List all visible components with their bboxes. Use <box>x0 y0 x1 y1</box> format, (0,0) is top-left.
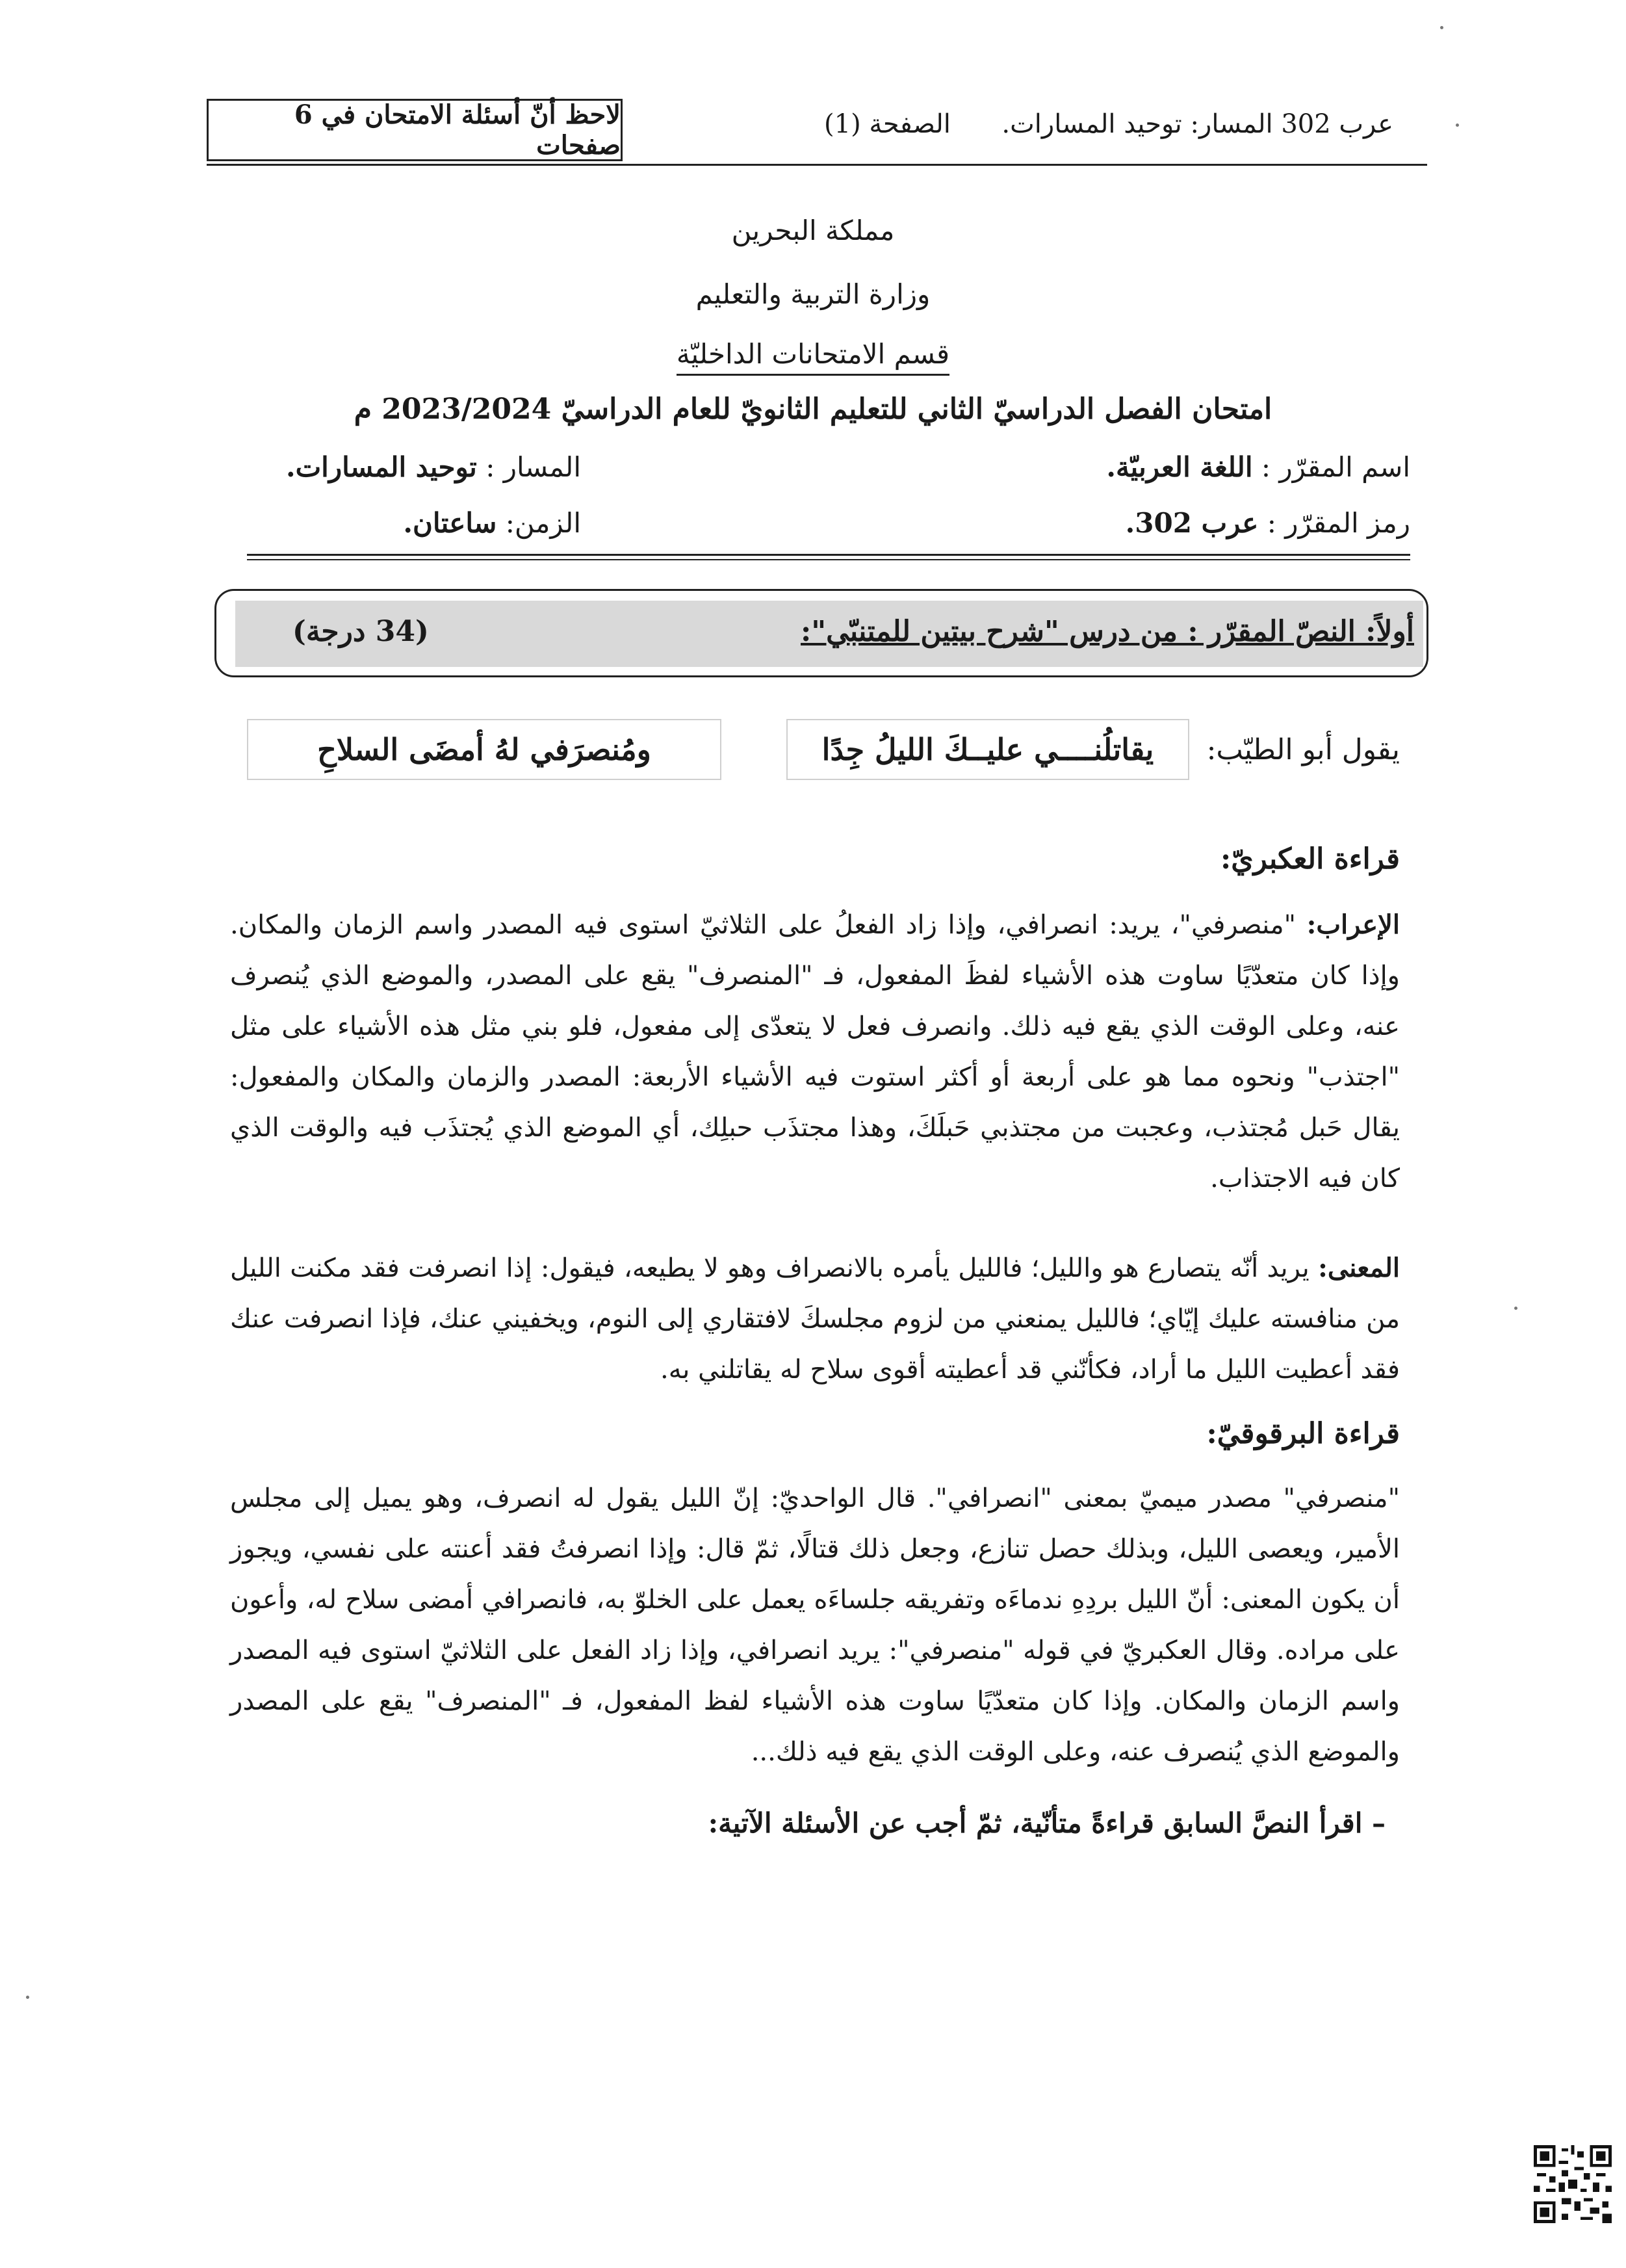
time-value: ساعتان. <box>403 507 497 539</box>
track-label: المسار : <box>485 451 581 483</box>
section-score: (34 درجة) <box>292 615 429 648</box>
exam-time <box>403 507 581 539</box>
course-track-line: عرب 302 المسار: توحيد المسارات. <box>1001 109 1393 139</box>
hemistich-2-text: ومُنصرَفي لهُ أمضَى السلاحِ <box>317 732 651 767</box>
qr-code-icon <box>1534 2145 1612 2223</box>
section-prefix: أولاً: النصّ المقرّر : <box>1178 615 1414 648</box>
course-code <box>1126 507 1410 539</box>
hemistich-1-text: يقاتلُنــــي عليــكَ الليلُ جِدًا <box>821 732 1154 767</box>
poem-intro: يقول أبو الطيّب: <box>1206 733 1400 766</box>
course-name-label: اسم المقرّر : <box>1261 451 1410 483</box>
barqouqi-heading: قراءة البرقوقيّ: <box>1206 1417 1400 1450</box>
meta-divider <box>247 554 1410 556</box>
meaning-text: يريد أنّه يتصارع هو والليل؛ فالليل يأمره بالانصراف وهو لا يطيعه، فيقول: إذا انصرفت فقد مكنت الليل من منافسته عليك إيّاي؛ فالليل يمنعني من لزوم مجلسكَ لافتقاري إلى النوم، ويخفيني عنك، فإذا انصرفت عنك فقد أعطيت الليل ما أراد، فكأنّني قد أعطيته أقوى سلاح له يقاتلني به. <box>230 1253 1400 1385</box>
track-value: توحيد المسارات. <box>286 451 477 483</box>
ministry-title: وزارة التربية والتعليم <box>695 278 931 310</box>
country-title: مملكة البحرين <box>731 215 895 246</box>
poem-first-hemistich <box>786 719 1189 780</box>
course-name-value: اللغة العربيّة. <box>1106 451 1253 483</box>
section-lesson-title: من درس "شرح بيتين للمتنبّي": <box>800 615 1178 648</box>
akbari-irab-paragraph <box>230 900 1400 1204</box>
exam-title: امتحان الفصل الدراسيّ الثاني للتعليم الثانويّ للعام الدراسيّ 2023/2024 م <box>354 393 1272 426</box>
poem-second-hemistich <box>247 719 721 780</box>
track <box>286 451 581 483</box>
header-divider <box>207 164 1427 166</box>
course-code-label: رمز المقرّر : <box>1267 507 1410 539</box>
barqouqi-paragraph: "منصرفي" مصدر ميميّ بمعنى "انصرافي". قال الواحديّ: إنّ الليل يقول له انصرف، وهو يميل إلى مجلس الأمير، ويعصى الليل، وبذلك حصل تنازع، وجعل ذلك قتالًا، ثمّ قال: وإذا انصرفتُ فقد أعنته على نفسي، ويجوز أن يكون المعنى: أنّ الليل بردِهِ ندماءَه وتفريقه جلساءَه يعمل على الخلوّ به، فانصرافي أمضى سلاح له، وأعون على مراده. وقال العكبريّ في قوله "منصرفي": يريد انصرافي، وإذا زاد الفعل على الثلاثيّ استوى فيه المصدر واسم الزمان والمكان. وإذا كان متعدّيًا ساوت هذه الأشياء لفظ المفعول، فـ "المنصرف" يقع على المصدر والموضع الذي يُنصرف عنه، وعلى الوقت الذي يقع فيه ذلك... <box>230 1483 1400 1767</box>
akbari-meaning-paragraph <box>230 1243 1400 1395</box>
meaning-label: المعنى: <box>1318 1253 1400 1283</box>
scan-speck <box>1514 1307 1517 1310</box>
page-count-notice-text: لاحظ أنّ أسئلة الامتحان في 6 صفحات <box>294 99 621 161</box>
scan-speck <box>1456 124 1459 127</box>
akbari-heading: قراءة العكبريّ: <box>1220 842 1400 876</box>
scan-speck <box>1440 26 1443 29</box>
time-label: الزمن: <box>505 507 581 539</box>
page-number: الصفحة (1) <box>824 109 951 139</box>
irab-text: "منصرفي"، يريد: انصرافي، وإذا زاد الفعلُ على الثلاثيّ استوى فيه المصدر واسم الزمان والمكان. وإذا كان متعدّيًا ساوت هذه الأشياء لفظَ المفعول، فـ "المنصرف" يقع على المصدر، والموضع الذي يُنصرف عنه، وعلى الوقت الذي يقع فيه ذلك. وانصرف فعل لا يتعدّى إلى مفعول، فلو بني مثل هذه الأشياء على مثل "اجتذب" ونحوه مما هو على أربعة أو أكثر استوت فيه الأشياء الأربعة: المصدر والزمان والمكان والمفعول: يقال حَبل مُجتذب، وعجبت من مجتذبي حَبلَكَ، وهذا مجتذَب حبلِك، أي الموضع الذي يُجتذَب فيه والوقت الذي كان فيه الاجتذاب. <box>230 910 1400 1193</box>
department-title <box>0 338 1626 370</box>
irab-label: الإعراب: <box>1306 909 1400 940</box>
department-title-text: قسم الامتحانات الداخليّة <box>677 338 949 376</box>
course-name <box>1106 451 1410 483</box>
scan-speck <box>26 1996 29 1999</box>
section-title <box>801 615 1414 648</box>
reading-instruction: – اقرأ النصَّ السابق قراءةً متأنّية، ثمّ أجب عن الأسئلة الآتية: <box>708 1807 1386 1839</box>
course-code-value: عرب 302. <box>1125 507 1259 539</box>
meta-divider-secondary <box>247 559 1410 560</box>
page-count-notice <box>207 99 623 161</box>
